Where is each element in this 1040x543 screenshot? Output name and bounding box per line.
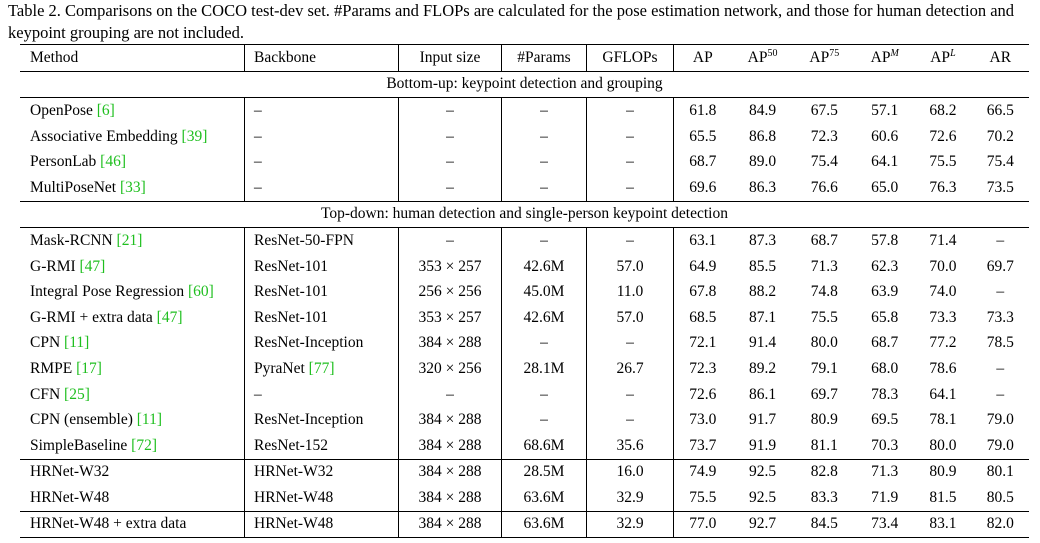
- table-row: [20, 149, 1029, 175]
- cell-apm: 65.0: [871, 178, 899, 196]
- cell-params: –: [502, 331, 587, 357]
- table-row: [20, 433, 1029, 459]
- cell-apl: 70.0: [929, 257, 957, 275]
- table-row: [20, 356, 1029, 382]
- table-row: [20, 305, 1029, 331]
- cell-params: 63.6M: [502, 485, 587, 511]
- cell-params: –: [502, 228, 587, 254]
- cell-method: [20, 433, 245, 459]
- cell-backbone: [245, 356, 399, 382]
- cell-gflops: 32.9: [587, 485, 674, 511]
- cell-backbone: [245, 433, 399, 459]
- cell-ap75: 68.7: [810, 231, 838, 249]
- cell-params: 68.6M: [502, 433, 587, 459]
- cell-apm: 57.8: [871, 231, 899, 249]
- cell-params: –: [502, 175, 587, 201]
- cell-params: 28.1M: [502, 356, 587, 382]
- cell-gflops: –: [587, 382, 674, 408]
- cell-ap50: 92.5: [732, 459, 794, 485]
- citation-link[interactable]: [11]: [136, 411, 163, 429]
- section-header-row: [20, 201, 1029, 228]
- cell-ap: 72.1: [689, 334, 717, 352]
- cell-ap50: 87.3: [748, 231, 777, 249]
- cell-gflops: –: [587, 98, 674, 124]
- cell-apm: 65.8: [871, 308, 899, 326]
- cell-ar: –: [996, 385, 1005, 403]
- header-ap: AP: [674, 45, 732, 72]
- citation-link[interactable]: [6]: [96, 101, 115, 119]
- cell-ap50: 92.5: [748, 488, 777, 506]
- cell-ar: –: [996, 283, 1005, 301]
- cell-method: [20, 279, 245, 305]
- cell-input-size: 320 × 256: [399, 356, 502, 382]
- citation-link[interactable]: [47]: [79, 257, 106, 275]
- cell-ap: 65.5: [689, 127, 717, 145]
- header-method: Method: [20, 45, 245, 72]
- method-name: Integral Pose Regression: [30, 283, 188, 301]
- cell-backbone: [245, 175, 399, 201]
- results-table: [20, 44, 1029, 538]
- section-title: Top-down: human detection and single-person keypoint detection: [20, 201, 1029, 228]
- cell-ap: 68.7: [689, 153, 717, 171]
- table-row: [20, 485, 1029, 511]
- cell-backbone: [245, 98, 399, 124]
- cell-params: –: [502, 382, 587, 408]
- cell-method: [20, 407, 245, 433]
- cell-apl: 72.6: [929, 127, 957, 145]
- cell-input-size: –: [399, 382, 502, 408]
- cell-ap: 72.6: [689, 385, 717, 403]
- backbone-name: ResNet-Inception: [254, 411, 364, 429]
- cell-params: –: [502, 98, 587, 124]
- table-row: [20, 331, 1029, 357]
- cell-ap75: 67.5: [810, 101, 838, 119]
- cell-ap75: 69.7: [810, 385, 838, 403]
- cell-method: [20, 175, 245, 201]
- cell-method: [20, 356, 245, 382]
- method-name: OpenPose: [30, 101, 97, 119]
- cell-method: [20, 305, 245, 331]
- cell-ap50: 92.7: [732, 511, 794, 538]
- header-params: #Params: [502, 45, 587, 72]
- cell-backbone: [245, 279, 399, 305]
- cell-apm: 71.9: [871, 488, 899, 506]
- cell-params: –: [502, 149, 587, 175]
- header-ap75-sup: 75: [829, 47, 840, 59]
- header-apl-base: AP: [930, 48, 951, 66]
- citation-link[interactable]: [11]: [64, 334, 90, 352]
- header-apm-sup: M: [890, 47, 899, 59]
- method-name: HRNet-W48: [30, 488, 110, 506]
- cell-apl: 78.1: [929, 411, 957, 429]
- table-row: [20, 459, 1029, 485]
- backbone-name: ResNet-101: [254, 308, 329, 326]
- cell-ap: 74.9: [674, 459, 732, 485]
- cell-backbone: [245, 407, 399, 433]
- citation-link[interactable]: [33]: [120, 178, 146, 196]
- cell-input-size: 384 × 288: [399, 331, 502, 357]
- cell-params: 28.5M: [502, 459, 587, 485]
- cell-gflops: 16.0: [587, 459, 674, 485]
- citation-link[interactable]: [47]: [156, 308, 183, 326]
- method-name: HRNet-W48 + extra data: [30, 515, 187, 533]
- cell-ap75: 80.0: [810, 334, 838, 352]
- header-ar: AR: [972, 45, 1029, 72]
- cell-ar: 80.1: [972, 459, 1029, 485]
- method-name: Mask-RCNN: [30, 231, 117, 249]
- cell-ar: 78.5: [986, 334, 1014, 352]
- table-row: [20, 279, 1029, 305]
- cell-ap: 72.3: [689, 359, 717, 377]
- header-row: [20, 45, 1029, 72]
- cell-ar: 73.5: [986, 178, 1014, 196]
- citation-link[interactable]: [77]: [308, 359, 335, 377]
- cell-ap75: 83.3: [810, 488, 838, 506]
- cell-ar: 66.5: [986, 101, 1014, 119]
- cell-gflops: –: [587, 228, 674, 254]
- cell-ar: 73.3: [986, 308, 1014, 326]
- cell-apm: 64.1: [871, 153, 899, 171]
- table-row: [20, 228, 1029, 254]
- cell-apl: 77.2: [929, 334, 957, 352]
- citation-link[interactable]: [60]: [187, 283, 214, 301]
- cell-params: 63.6M: [502, 511, 587, 538]
- cell-method: [20, 149, 245, 175]
- cell-ap: 61.8: [689, 101, 717, 119]
- cell-ap: 77.0: [674, 511, 732, 538]
- method-name: PersonLab: [30, 153, 101, 171]
- cell-apm: 70.3: [871, 436, 899, 454]
- cell-apm: 71.3: [855, 459, 914, 485]
- cell-method: [20, 254, 245, 280]
- cell-ap: 64.9: [689, 257, 717, 275]
- cell-apm: 68.0: [871, 359, 899, 377]
- cell-params: –: [502, 407, 587, 433]
- cell-ar: 82.0: [972, 511, 1029, 538]
- cell-backbone: [245, 228, 399, 254]
- cell-apl: 80.9: [914, 459, 971, 485]
- cell-ap: 63.1: [689, 231, 717, 249]
- cell-ap: 68.5: [689, 308, 717, 326]
- cell-gflops: –: [587, 124, 674, 150]
- cell-method: [20, 98, 245, 124]
- citation-link[interactable]: [17]: [76, 359, 102, 377]
- table-row: [20, 254, 1029, 280]
- cell-ap75: 75.4: [810, 153, 838, 171]
- cell-input-size: –: [399, 228, 502, 254]
- cell-gflops: 35.6: [587, 433, 674, 459]
- cell-backbone: [245, 149, 399, 175]
- cell-apm: 62.3: [871, 257, 899, 275]
- header-apm-base: AP: [870, 48, 891, 66]
- cell-ap50: 91.9: [748, 436, 777, 454]
- cell-method: [20, 124, 245, 150]
- cell-ap: 73.7: [689, 436, 717, 454]
- table-row: [20, 175, 1029, 201]
- cell-ap50: 91.4: [748, 334, 777, 352]
- cell-ap75: 76.6: [810, 178, 838, 196]
- method-name: SimpleBaseline: [30, 436, 132, 454]
- cell-method: [20, 382, 245, 408]
- cell-backbone: [245, 382, 399, 408]
- cell-input-size: 256 × 256: [399, 279, 502, 305]
- cell-apl: 68.2: [929, 101, 957, 119]
- cell-backbone: [245, 124, 399, 150]
- cell-apl: 73.3: [929, 308, 957, 326]
- header-ap50-sup: 50: [767, 47, 778, 59]
- cell-ap50: 89.2: [748, 359, 777, 377]
- cell-ap50: 84.9: [748, 101, 777, 119]
- cell-params: –: [502, 124, 587, 150]
- backbone-name: ResNet-Inception: [254, 334, 364, 352]
- backbone-name: HRNet-W48: [254, 515, 334, 533]
- cell-gflops: –: [587, 407, 674, 433]
- cell-ap50: 87.1: [748, 308, 777, 326]
- method-name: HRNet-W32: [30, 463, 110, 481]
- backbone-name: ResNet-101: [254, 257, 329, 275]
- header-ap50: [732, 45, 794, 72]
- backbone-name: ResNet-101: [254, 283, 329, 301]
- cell-ap50: 88.2: [748, 283, 777, 301]
- cell-ap50: 86.3: [748, 178, 777, 196]
- cell-ap: 67.8: [689, 283, 717, 301]
- cell-gflops: –: [587, 149, 674, 175]
- cell-input-size: –: [399, 98, 502, 124]
- backbone-name: ResNet-50-FPN: [254, 231, 354, 249]
- cell-ap75: 75.5: [810, 308, 838, 326]
- cell-backbone: [245, 305, 399, 331]
- backbone-name: ResNet-152: [254, 436, 329, 454]
- backbone-name: –: [254, 101, 262, 119]
- method-name: RMPE: [30, 359, 77, 377]
- cell-apl: 81.5: [929, 488, 957, 506]
- cell-ap75: 81.1: [810, 436, 838, 454]
- method-name: CPN: [30, 334, 65, 352]
- cell-gflops: –: [587, 331, 674, 357]
- backbone-name: –: [254, 153, 262, 171]
- cell-ar: 70.2: [986, 127, 1014, 145]
- cell-method: [20, 485, 245, 511]
- citation-link[interactable]: [72]: [131, 436, 157, 454]
- cell-input-size: 384 × 288: [399, 407, 502, 433]
- cell-gflops: 57.0: [587, 254, 674, 280]
- table-caption: Table 2. Comparisons on the COCO test-dev set. #Params and FLOPs are calculated for the pose estimation network, and those for human detection and keypoint grouping are not included.: [8, 1, 1015, 42]
- cell-input-size: 384 × 288: [399, 433, 502, 459]
- cell-ar: 69.7: [986, 257, 1014, 275]
- cell-params: 42.6M: [502, 254, 587, 280]
- cell-ap50: 89.0: [748, 153, 777, 171]
- cell-ap50: 91.7: [748, 411, 777, 429]
- cell-apl: 74.0: [929, 283, 957, 301]
- cell-apl: 80.0: [929, 436, 957, 454]
- method-name: MultiPoseNet: [30, 178, 120, 196]
- cell-gflops: 11.0: [587, 279, 674, 305]
- table-row: [20, 407, 1029, 433]
- table-row: [20, 511, 1029, 538]
- citation-link[interactable]: [25]: [64, 385, 90, 403]
- method-name: G-RMI: [30, 257, 80, 275]
- cell-apl: 64.1: [929, 385, 957, 403]
- header-ap75: [793, 45, 855, 72]
- cell-ar: 80.5: [986, 488, 1014, 506]
- backbone-name: HRNet-W32: [254, 463, 334, 481]
- cell-method: [20, 331, 245, 357]
- cell-ap75: 79.1: [810, 359, 838, 377]
- header-apm: [855, 45, 914, 72]
- cell-apl: 76.3: [929, 178, 957, 196]
- cell-input-size: –: [399, 175, 502, 201]
- cell-input-size: 384 × 288: [399, 511, 502, 538]
- cell-ap75: 80.9: [810, 411, 838, 429]
- header-input-size: Input size: [399, 45, 502, 72]
- header-ap75-base: AP: [809, 48, 830, 66]
- cell-input-size: 353 × 257: [399, 305, 502, 331]
- cell-input-size: –: [399, 124, 502, 150]
- cell-backbone: [245, 485, 399, 511]
- cell-input-size: 384 × 288: [399, 485, 502, 511]
- cell-apl: 78.6: [929, 359, 957, 377]
- backbone-name: –: [254, 385, 262, 403]
- table-body: [20, 71, 1029, 538]
- cell-input-size: –: [399, 149, 502, 175]
- table-row: [20, 98, 1029, 124]
- cell-ap75: 84.5: [793, 511, 855, 538]
- cell-apl: 83.1: [914, 511, 971, 538]
- cell-backbone: [245, 331, 399, 357]
- cell-ap: 73.0: [689, 411, 717, 429]
- cell-params: 45.0M: [502, 279, 587, 305]
- backbone-name: –: [254, 127, 262, 145]
- backbone-name: HRNet-W48: [254, 488, 334, 506]
- citation-link[interactable]: [46]: [100, 153, 126, 171]
- cell-params: 42.6M: [502, 305, 587, 331]
- cell-ap75: 72.3: [810, 127, 838, 145]
- cell-input-size: 353 × 257: [399, 254, 502, 280]
- section-header-row: [20, 71, 1029, 98]
- cell-backbone: [245, 511, 399, 538]
- header-gflops: GFLOPs: [587, 45, 674, 72]
- cell-apm: 78.3: [871, 385, 899, 403]
- header-apl-sup: L: [950, 47, 956, 59]
- cell-method: [20, 459, 245, 485]
- cell-backbone: [245, 254, 399, 280]
- method-name: CPN (ensemble): [30, 411, 137, 429]
- cell-apm: 73.4: [855, 511, 914, 538]
- citation-link[interactable]: [21]: [116, 231, 143, 249]
- method-name: G-RMI + extra data: [30, 308, 157, 326]
- table-row: [20, 382, 1029, 408]
- cell-gflops: 32.9: [587, 511, 674, 538]
- cell-ap: 75.5: [689, 488, 717, 506]
- section-title: Bottom-up: keypoint detection and grouping: [20, 71, 1029, 98]
- table-row: [20, 124, 1029, 150]
- cell-backbone: [245, 459, 399, 485]
- backbone-name: PyraNet: [254, 359, 309, 377]
- cell-ap: 69.6: [689, 178, 717, 196]
- backbone-name: –: [254, 178, 262, 196]
- cell-ar: 79.0: [986, 411, 1014, 429]
- header-apl: [914, 45, 971, 72]
- cell-apm: 60.6: [871, 127, 899, 145]
- cell-ar: –: [996, 359, 1005, 377]
- cell-apm: 63.9: [871, 283, 899, 301]
- cell-ap50: 85.5: [748, 257, 777, 275]
- cell-ap50: 86.8: [748, 127, 777, 145]
- method-name: CFN: [30, 385, 65, 403]
- cell-ar: –: [996, 231, 1005, 249]
- header-ap50-base: AP: [747, 48, 768, 66]
- cell-apm: 57.1: [871, 101, 899, 119]
- cell-apl: 71.4: [929, 231, 957, 249]
- cell-method: [20, 228, 245, 254]
- cell-ap50: 86.1: [748, 385, 777, 403]
- cell-apm: 69.5: [871, 411, 899, 429]
- cell-gflops: 26.7: [587, 356, 674, 382]
- cell-gflops: –: [587, 175, 674, 201]
- cell-method: [20, 511, 245, 538]
- cell-ar: 79.0: [986, 436, 1014, 454]
- cell-ap75: 71.3: [810, 257, 838, 275]
- cell-ap75: 82.8: [793, 459, 855, 485]
- cell-gflops: 57.0: [587, 305, 674, 331]
- cell-apm: 68.7: [871, 334, 899, 352]
- cell-ar: 75.4: [986, 153, 1014, 171]
- method-name: Associative Embedding: [30, 127, 182, 145]
- cell-ap75: 74.8: [810, 283, 838, 301]
- header-backbone: Backbone: [245, 45, 399, 72]
- citation-link[interactable]: [39]: [181, 127, 208, 145]
- cell-input-size: 384 × 288: [399, 459, 502, 485]
- cell-apl: 75.5: [929, 153, 957, 171]
